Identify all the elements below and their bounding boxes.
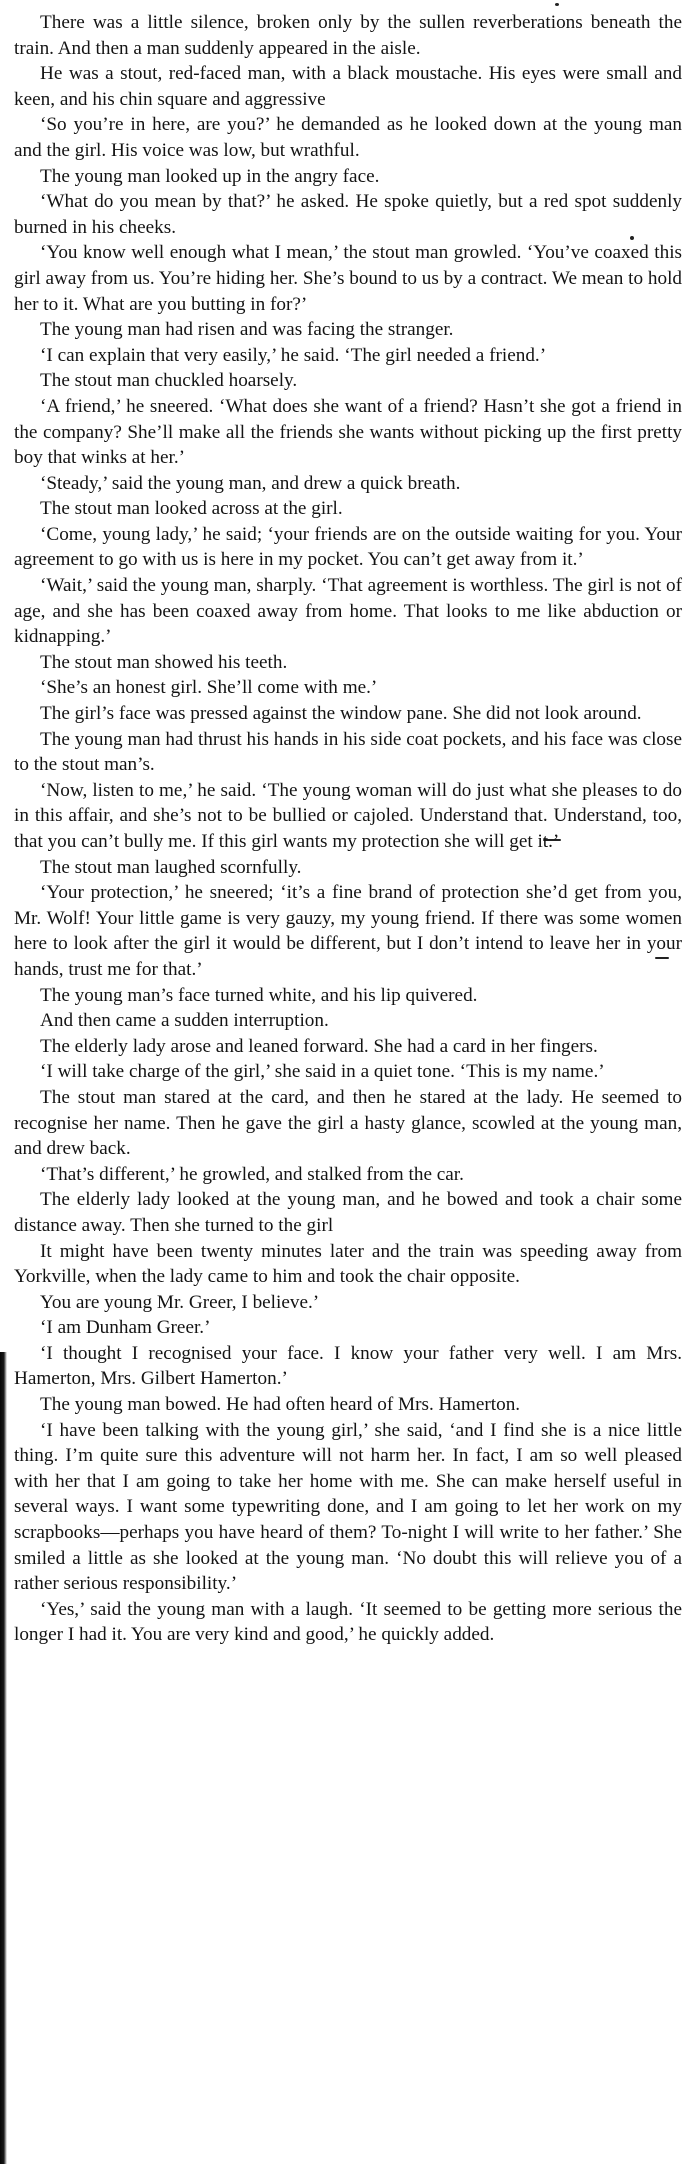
paragraph: And then came a sudden interruption. — [40, 1010, 329, 1032]
story-text — [14, 10, 682, 1648]
paragraph: ‘Wait,’ said the young man, sharply. ‘That agreement is worthless. The girl is not of age, and she has been coaxed away from home. That looks to me like abduction or kidnapping.’ — [14, 575, 682, 648]
paragraph: ‘Yes,’ said the young man with a laugh. ‘It seemed to be getting more serious the longer I had it. You are very kind and good,’ he quickly added. — [14, 1598, 682, 1646]
paragraph: The stout man looked across at the girl. — [40, 498, 343, 520]
paragraph: ‘What do you mean by that?’ he asked. He spoke quietly, but a red spot suddenly burned in his cheeks. — [14, 191, 682, 238]
paragraph: The young man had risen and was facing the stranger. — [40, 319, 454, 341]
paragraph: ‘Now, listen to me,’ he said. ‘The young woman will do just what she pleases to do in this affair, and she’s not to be bullied or cajoled. Understand that. Understand, too, that you can’t bully me. If this girl wants my protection she will get it.’ — [14, 779, 682, 852]
paragraph: ‘I can explain that very easily,’ he said. ‘The girl needed a friend.’ — [40, 344, 547, 366]
paragraph: You are young Mr. Greer, I believe.’ — [40, 1291, 320, 1313]
paragraph: The young man bowed. He had often heard of Mrs. Hamerton. — [40, 1394, 521, 1416]
paragraph: The young man looked up in the angry face. — [40, 165, 380, 187]
paragraph: The young man’s face turned white, and his lip quivered. — [40, 984, 478, 1006]
paragraph: The girl’s face was pressed against the window pane. She did not look around. — [40, 703, 642, 725]
paragraph: ‘I will take charge of the girl,’ she said in a quiet tone. ‘This is my name.’ — [40, 1061, 605, 1083]
paragraph: The stout man chuckled hoarsely. — [40, 370, 298, 392]
paragraph: ‘I am Dunham Greer.’ — [40, 1317, 211, 1339]
paragraph: ‘Your protection,’ he sneered; ‘it’s a fine brand of protection she’d get from you, Mr. Wolf! Your little game is very gauzy, my young friend. If there was some women here to look after the girl it would be different, but I don’t intend to leave her in your hands, trust me for that.’ — [14, 882, 682, 980]
paragraph: The elderly lady arose and leaned forward. She had a card in her fingers. — [40, 1035, 598, 1057]
paragraph: The elderly lady looked at the young man, and he bowed and took a chair some distance away. Then she turned to the girl — [14, 1189, 682, 1236]
paragraph: ‘She’s an honest girl. She’ll come with me.’ — [40, 677, 378, 699]
paragraph: The young man had thrust his hands in his side coat pockets, and his face was close to the stout man’s. — [14, 728, 682, 776]
paragraph: The stout man showed his teeth. — [40, 651, 288, 673]
paragraph: ‘A friend,’ he sneered. ‘What does she want of a friend? Hasn’t she got a friend in the company? She’ll make all the friends she wants without picking up the first pretty boy that winks at her.’ — [14, 395, 682, 469]
paragraph: ‘I thought I recognised your face. I know your father very well. I am Mrs. Hamerton, Mrs. Gilbert Hamerton.’ — [14, 1342, 682, 1390]
scan-speck — [555, 3, 559, 6]
paragraph: He was a stout, red-faced man, with a black moustache. His eyes were small and keen, and his chin square and aggressive — [14, 63, 682, 110]
paragraph: It might have been twenty minutes later and the train was speeding away from Yorkville, when the lady came to him and took the chair opposite. — [14, 1240, 682, 1288]
paragraph: ‘You know well enough what I mean,’ the stout man growled. ‘You’ve coaxed this girl away from us. You’re hiding her. She’s bound to us by a contract. We mean to hold her to it. What are you butting in for?’ — [14, 242, 682, 315]
paragraph: ‘I have been talking with the young girl,’ she said, ‘and I find she is a nice little thing. I’m quite sure this adventure will not harm her. In fact, I am so well pleased with her that I am going to take her home with me. She can make herself useful in several ways. I want some typewriting done, and I am going to let her work on my scrapbooks—perhaps you have heard of them? To-night I will write to her father.’ She smiled a little as she looked at the young man. ‘No doubt this will relieve you of a rather serious responsibility.’ — [14, 1419, 682, 1595]
paragraph: ‘Come, young lady,’ he said; ‘your friends are on the outside waiting for you. Your agreement to go with us is here in my pocket. You can’t get away from it.’ — [14, 523, 682, 571]
paragraph: The stout man laughed scornfully. — [40, 856, 302, 878]
paragraph: ‘Steady,’ said the young man, and drew a quick breath. — [40, 472, 461, 494]
paragraph: ‘So you’re in here, are you?’ he demanded as he looked down at the young man and the girl. His voice was low, but wrathful. — [14, 114, 682, 161]
paragraph: The stout man stared at the card, and then he stared at the lady. He seemed to recognise her name. Then he gave the girl a hasty glance, scowled at the young man, and drew back. — [14, 1086, 682, 1160]
scan-shadow-edge — [0, 1352, 7, 2164]
paragraph: There was a little silence, broken only by the sullen reverberations beneath the train. And then a man suddenly appeared in the aisle. — [14, 12, 682, 59]
paragraph: ‘That’s different,’ he growled, and stalked from the car. — [40, 1163, 464, 1185]
